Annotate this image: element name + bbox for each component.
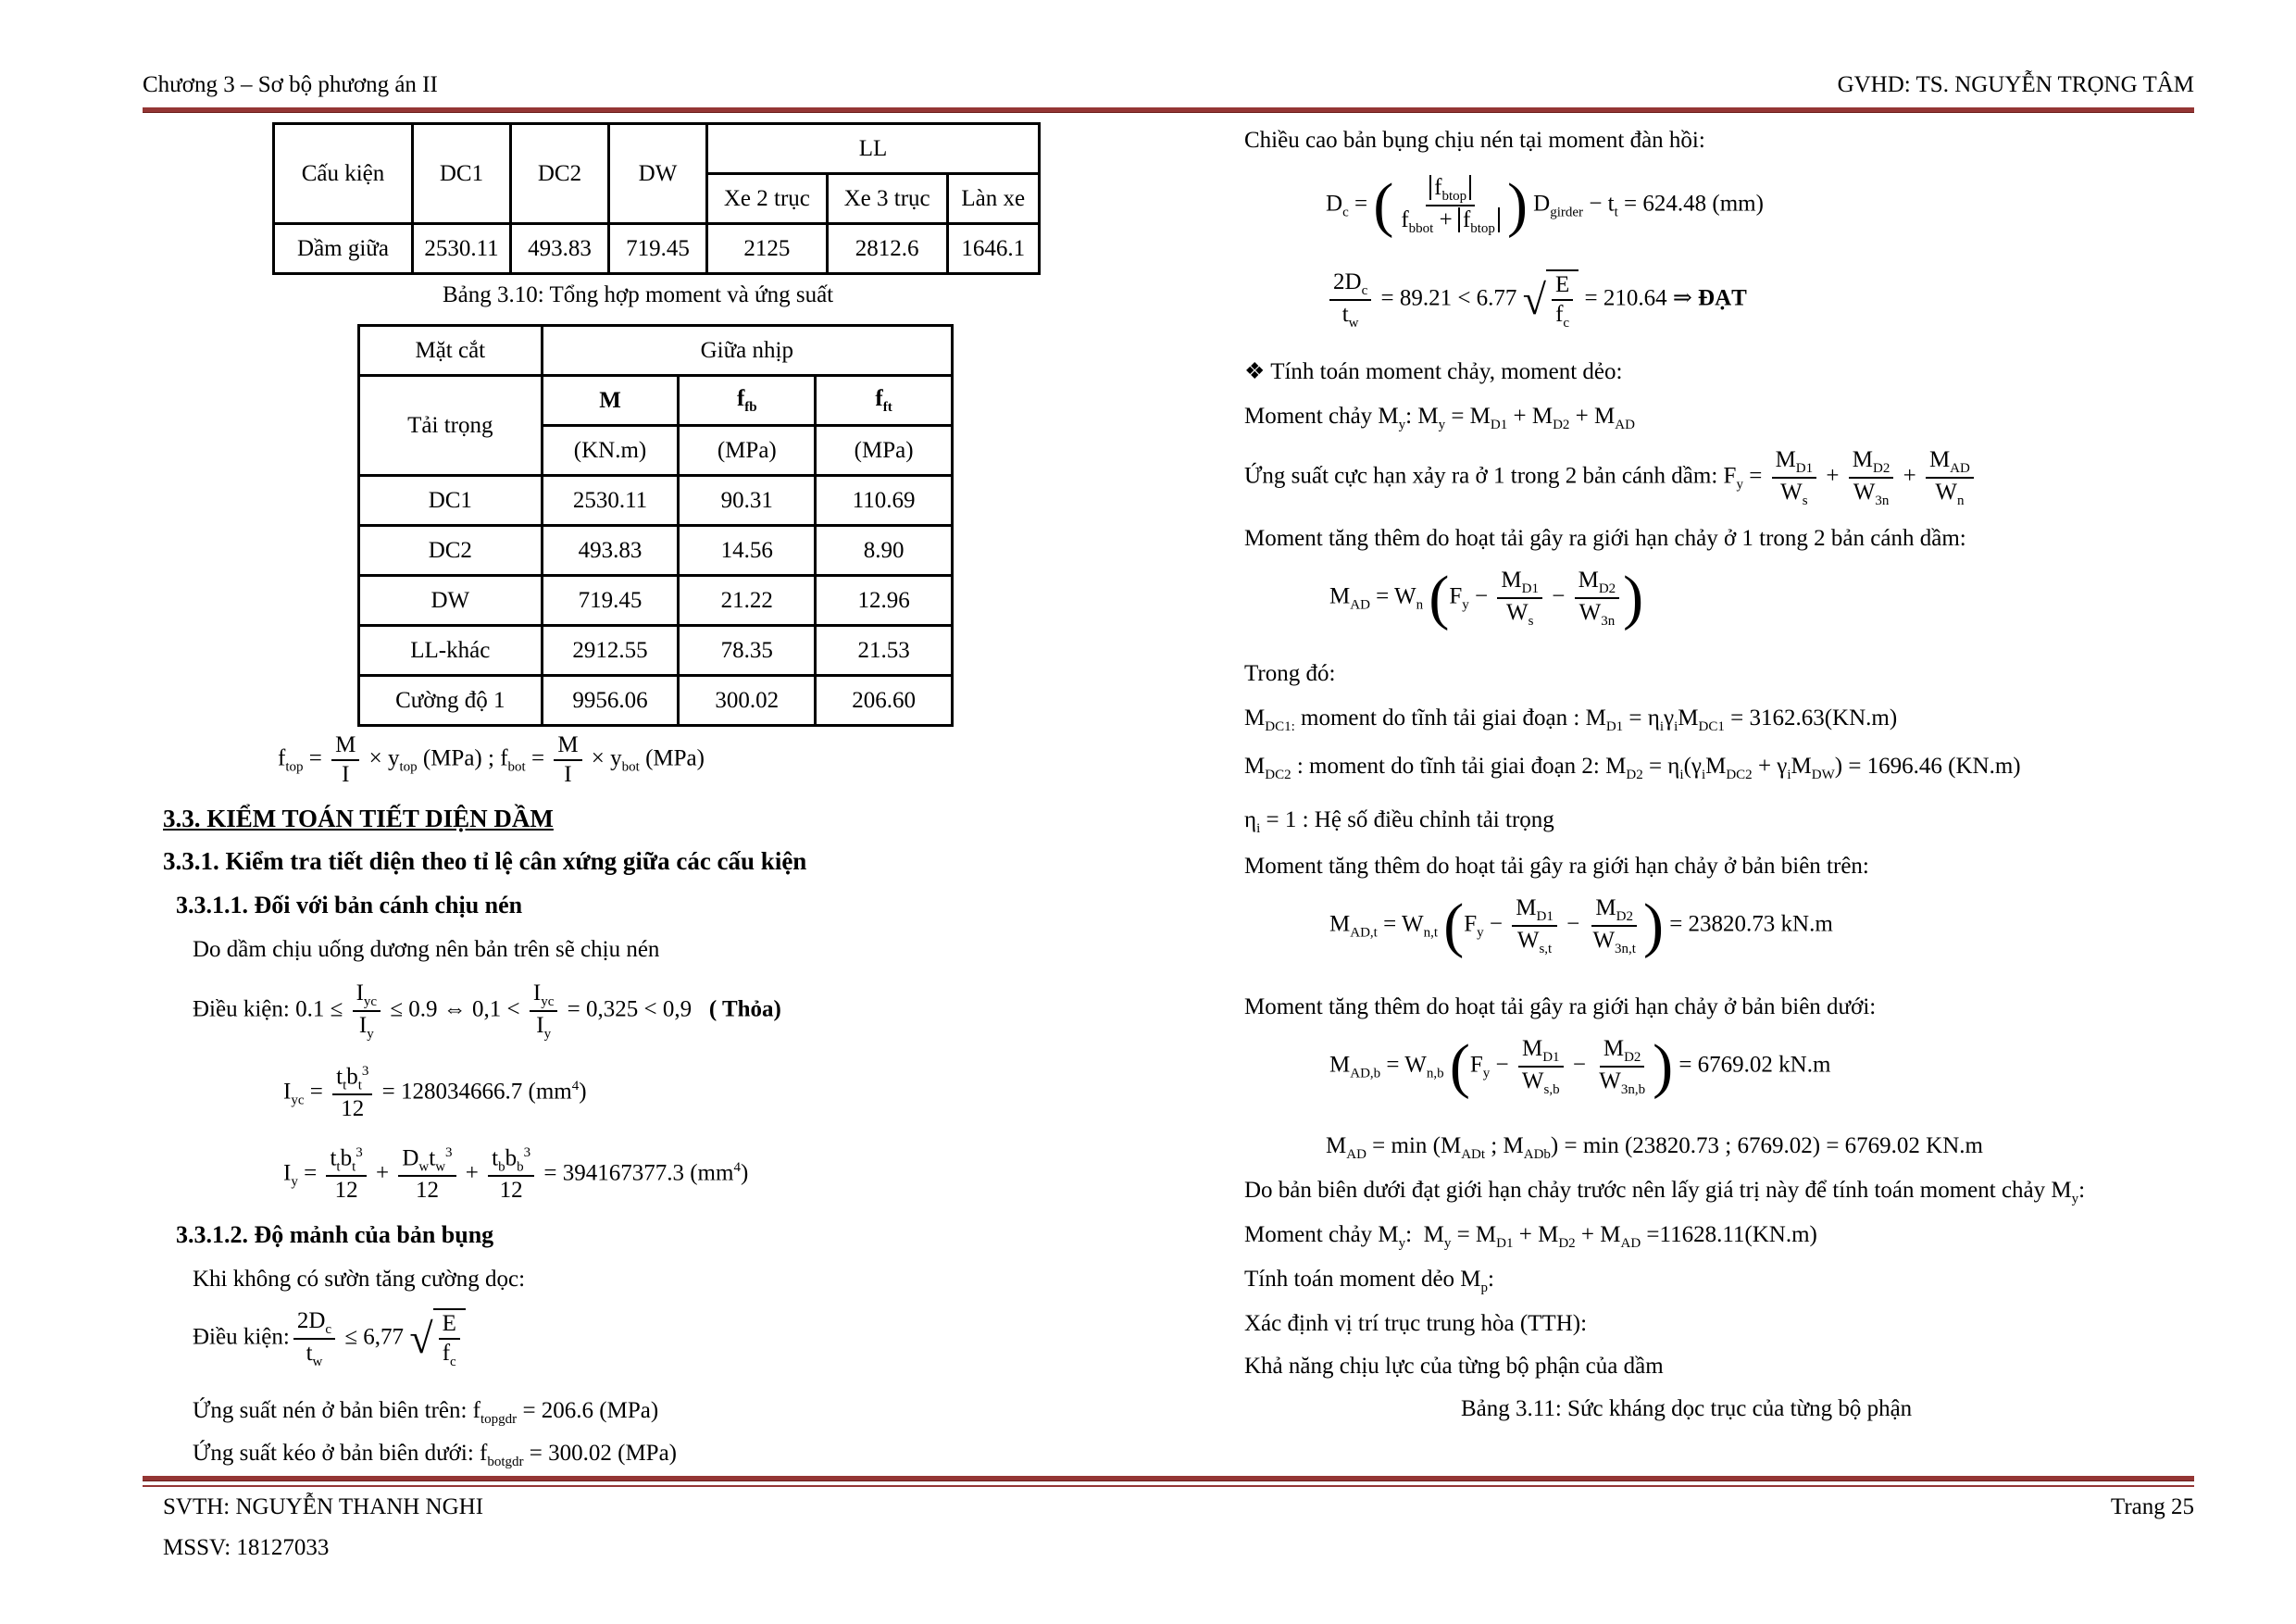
cell: 8.90: [816, 526, 953, 576]
cell: 9956.06: [542, 676, 679, 726]
cell: 719.45: [542, 576, 679, 626]
section-3-3: 3.3. KIỂM TOÁN TIẾT DIỆN DẦM: [163, 805, 554, 832]
col-giuanhip: Giữa nhịp: [542, 326, 952, 376]
table-row: [359, 476, 953, 526]
cell: 2125: [707, 224, 828, 274]
load-table: [272, 122, 1041, 275]
cell: 1646.1: [947, 224, 1040, 274]
table-row: [359, 626, 953, 676]
col-ffb: $f_{fb}$: [679, 376, 816, 426]
formula-ftop-fbot: $f_{top}$ = $\frac{M}{I}$ × $y_{top}$ (MPa) ; $f_{bot}$ = $\frac{M}{I}$ × $y_{bot}$ (MPa): [278, 732, 705, 787]
formula-mad: $M_{AD} = W_n$ ($F_y$ − $\frac{M_{D1}}{W_s}$ − $\frac{M_{D2}}{W_{3n}}$ ): [1329, 564, 1644, 631]
formula-iy: $I_y$ = $\frac{t_tb_t^3}{12}$ + $\frac{D_wt_w^3}{12}$ + $\frac{t_bb_b^3}{12}$ = 394167377.3 $(mm^4)$: [283, 1145, 749, 1204]
cell: 719.45: [609, 224, 707, 274]
cell: 2912.55: [542, 626, 679, 676]
formula-dc: $D_c$ = ( $\frac{f_{btop}}{f_{bbot} + f_{btop}}$ ) $D_{girder} - t_t = 624.48$ (mm): [1326, 171, 1764, 239]
col-fft: $f_{ft}$: [816, 376, 953, 426]
col-lanxe: Làn xe: [947, 174, 1040, 224]
col-xe2: Xe 2 trục: [707, 174, 828, 224]
cell: 21.22: [679, 576, 816, 626]
footer-page: Trang 25: [2110, 1494, 2194, 1519]
unit-f2: (MPa): [816, 426, 953, 476]
cell: 78.35: [679, 626, 816, 676]
cell: DW: [359, 576, 543, 626]
cell: 2812.6: [827, 224, 947, 274]
section-3-3-1-1: 3.3.1.1. Đối với bản cánh chịu nén: [176, 892, 523, 918]
cell: 90.31: [679, 476, 816, 526]
cell: 2530.11: [413, 224, 511, 274]
para-moment-deo: Tính toán moment dẻo $M_p$:: [1244, 1267, 1494, 1295]
para-do-dam: Do dầm chịu uống dương nên bản trên sẽ chịu nén: [193, 937, 660, 962]
cell: 14.56: [679, 526, 816, 576]
moment-stress-table: [357, 324, 954, 727]
table-caption-310: Bảng 3.10: Tổng hợp moment và ứng suất: [443, 282, 834, 307]
formula-mad-t: $M_{AD,t} = W_{n,t}$ ($F_y$ − $\frac{M_{D1}}{W_{s,t}}$ − $\frac{M_{D2}}{W_{3n,t}}$ ) = 23820.73 kN.m: [1329, 892, 1833, 959]
para-ung-suat-keo: Ứng suất kéo ở bản biên dưới: $f_{botgdr} = 300.02$ (MPa): [193, 1441, 678, 1469]
table-row: [359, 526, 953, 576]
formula-md2: $M_{DC2}$ : moment do tĩnh tải giai đoạn 2: $M_{D2} = \eta_i(\gamma_iM_{DC2} + \gamma_iM_{DW}) = 1696.46$ (KN.m): [1244, 754, 2021, 782]
footer-mssv: MSSV: 18127033: [163, 1535, 330, 1560]
unit-m: (KN.m): [542, 426, 679, 476]
footer-rule: [143, 1476, 2194, 1481]
footer-rule-thin: [143, 1485, 2194, 1487]
formula-condition-1: Điều kiện: 0.1 ≤ $\frac{I_{yc}}{I_y}$ ≤ 0.9 ⇔ 0,1 < $\frac{I_{yc}}{I_y}$ = 0,325 < 0,9 ( Thỏa): [193, 981, 781, 1042]
formula-mad-min: $M_{AD} = \min (M_{ADt}$ ; $M_{ADb}) = \min (23820.73$ ; 6769.02) = 6769.02 KN.m: [1326, 1133, 1983, 1162]
formula-check-web: $\frac{2D_c}{t_w}$ = 89.21 < 6.77 √ $\frac{E}{f_c}$ = 210.64 ⇒ ĐẠT: [1326, 269, 1747, 331]
para-tang-them: Moment tăng thêm do hoạt tải gây ra giới hạn chảy ở 1 trong 2 bản cánh dầm:: [1244, 526, 1966, 551]
cell: Dầm giữa: [274, 224, 413, 274]
table-row: [274, 224, 1040, 274]
cell: 110.69: [816, 476, 953, 526]
cell: DC2: [359, 526, 543, 576]
para-ung-suat-nen: Ứng suất nén ở bản biên trên: $f_{topgdr} = 206.6$ (MPa): [193, 1398, 659, 1427]
cell: 12.96: [816, 576, 953, 626]
header-rule: [143, 107, 2194, 113]
cell: LL-khác: [359, 626, 543, 676]
para-kha-nang: Khả năng chịu lực của từng bộ phận của dầm: [1244, 1354, 1664, 1379]
col-xe3: Xe 3 trục: [827, 174, 947, 224]
header-chapter: Chương 3 – Sơ bộ phương án II: [143, 72, 438, 97]
para-tth: Xác định vị trí trục trung hòa (TTH):: [1244, 1311, 1588, 1336]
col-matcat: Mặt cắt: [359, 326, 543, 376]
col-taitrong: Tải trọng: [359, 376, 543, 476]
cell: 2530.11: [542, 476, 679, 526]
cell: 493.83: [511, 224, 609, 274]
col-m: M: [542, 376, 679, 426]
section-3-3-1: 3.3.1. Kiểm tra tiết diện theo tỉ lệ cân xứng giữa các cấu kiện: [163, 847, 807, 875]
formula-my: Moment chảy $M_y$: $M_y = M_{D1} + M_{D2} + M_{AD}$: [1244, 404, 1635, 432]
col-dw: DW: [609, 124, 707, 224]
cell: Cường độ 1: [359, 676, 543, 726]
formula-md1: $M_{DC1:}$ moment do tĩnh tải giai đoạn : $M_{D1} = \eta_i\gamma_iM_{DC1} = 3162.63(KN.m)$: [1244, 706, 1898, 734]
formula-fy: Ứng suất cực hạn xảy ra ở 1 trong 2 bản cánh dầm: $F_y$ = $\frac{M_{D1}}{W_s}$ + $\frac{M_{D2}}{W_{3n}}$ + $\frac{M_{AD}}{W_n}$: [1244, 446, 1978, 509]
cell: 300.02: [679, 676, 816, 726]
table-caption-311: Bảng 3.11: Sức kháng dọc trục của từng bộ phận: [1461, 1396, 1913, 1421]
formula-eta: $\eta_i = 1$ : Hệ số điều chỉnh tải trọng: [1244, 807, 1554, 836]
col-cau-kien: Cấu kiện: [274, 124, 413, 224]
col-dc2: DC2: [511, 124, 609, 224]
para-bien-tren: Moment tăng thêm do hoạt tải gây ra giới hạn chảy ở bản biên trên:: [1244, 854, 1869, 879]
header-advisor: GVHD: TS. NGUYỄN TRỌNG TÂM: [1837, 72, 2194, 97]
table-row: [359, 576, 953, 626]
formula-iyc: $I_{yc}$ = $\frac{t_tb_t^3}{12}$ = 128034666.7 $(mm^4)$: [283, 1064, 587, 1122]
formula-condition-2: Điều kiện: $\frac{2D_c}{t_w}$ ≤ 6,77 √ $\frac{E}{f_c}$: [193, 1307, 466, 1370]
para-khi-khong: Khi không có sườn tăng cường dọc:: [193, 1267, 526, 1292]
cell: 206.60: [816, 676, 953, 726]
para-do-ban-bien: Do bản biên dưới đạt giới hạn chảy trước nên lấy giá trị này để tính toán moment chảy $M_y$:: [1244, 1178, 2086, 1206]
formula-my-value: Moment chảy $M_y$: $M_y = M_{D1} + M_{D2} + M_{AD} =11628.11(KN.m)$: [1244, 1222, 1817, 1251]
unit-f1: (MPa): [679, 426, 816, 476]
formula-mad-b: $M_{AD,b} = W_{n,b}$ ($F_y$ − $\frac{M_{D1}}{W_{s,b}}$ − $\frac{M_{D2}}{W_{3n,b}}$ ) = 6769.02 kN.m: [1329, 1032, 1831, 1100]
cell: 21.53: [816, 626, 953, 676]
cell: 493.83: [542, 526, 679, 576]
bullet-moment-chay: ❖ Tính toán moment chảy, moment dẻo:: [1244, 359, 1623, 384]
col-dc1: DC1: [413, 124, 511, 224]
para-bien-duoi: Moment tăng thêm do hoạt tải gây ra giới hạn chảy ở bản biên dưới:: [1244, 994, 1877, 1019]
footer-student: SVTH: NGUYỄN THANH NGHI: [163, 1494, 484, 1519]
para-chieu-cao: Chiều cao bản bụng chịu nén tại moment đàn hồi:: [1244, 128, 1705, 153]
col-ll: LL: [707, 124, 1040, 174]
table-row: [359, 676, 953, 726]
cell: DC1: [359, 476, 543, 526]
section-3-3-1-2: 3.3.1.2. Độ mảnh của bản bụng: [176, 1221, 494, 1248]
para-trong-do: Trong đó:: [1244, 661, 1336, 686]
